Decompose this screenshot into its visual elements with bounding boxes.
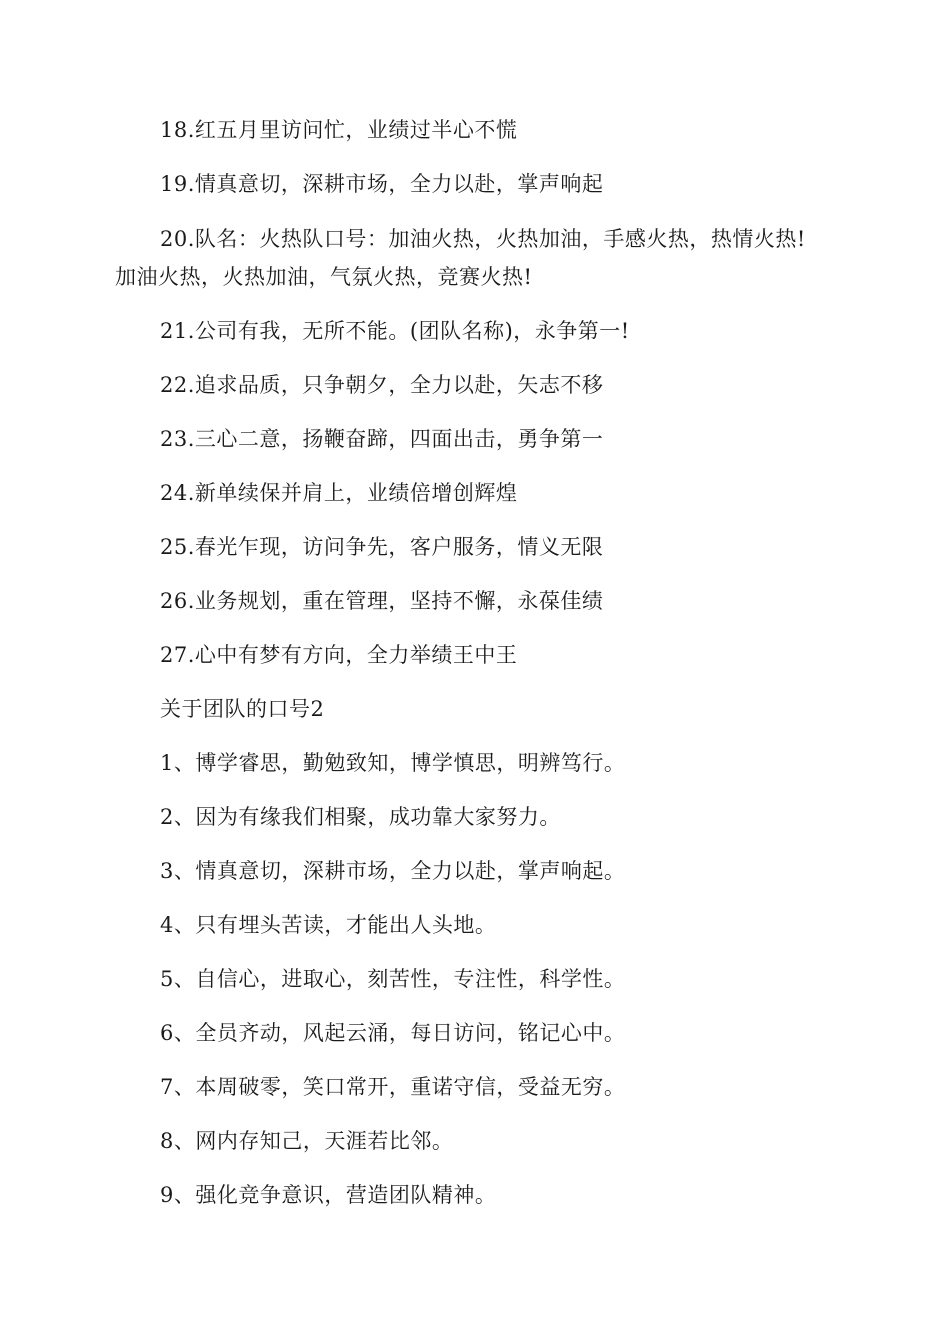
slogan-25: 25.春光乍现，访问争先，客户服务，情义无限 [160,535,604,559]
slogan-27: 27.心中有梦有方向，全力举绩王中王 [160,643,518,667]
slogan-26: 26.业务规划，重在管理，坚持不懈，永葆佳绩 [160,589,604,613]
slogan-2-4: 4、只有埋头苦读，才能出人头地。 [160,913,497,937]
section-heading: 关于团队的口号2 [160,697,325,721]
slogan-21: 21.公司有我，无所不能。(团队名称)，永争第一! [160,319,630,343]
slogan-2-5: 5、自信心，进取心，刻苦性，专注性，科学性。 [160,967,626,991]
slogan-20: 20.队名：火热队口号：加油火热，火热加油，手感火热，热情火热! [160,227,806,251]
slogan-18: 18.红五月里访问忙，业绩过半心不慌 [160,118,518,142]
slogan-2-2: 2、因为有缘我们相聚，成功靠大家努力。 [160,805,561,829]
slogan-2-9: 9、强化竞争意识，营造团队精神。 [160,1183,497,1207]
slogan-2-6: 6、全员齐动，风起云涌，每日访问，铭记心中。 [160,1021,626,1045]
slogan-2-7: 7、本周破零，笑口常开，重诺守信，受益无穷。 [160,1075,626,1099]
slogan-19: 19.情真意切，深耕市场，全力以赴，掌声响起 [160,172,604,196]
slogan-23: 23.三心二意，扬鞭奋蹄，四面出击，勇争第一 [160,427,604,451]
slogan-20-continuation: 加油火热，火热加油，气氛火热，竞赛火热! [115,265,533,289]
slogan-2-3: 3、情真意切，深耕市场，全力以赴，掌声响起。 [160,859,626,883]
slogan-22: 22.追求品质，只争朝夕，全力以赴，矢志不移 [160,373,604,397]
slogan-2-8: 8、网内存知己，天涯若比邻。 [160,1129,454,1153]
slogan-2-1: 1、博学睿思，勤勉致知，博学慎思，明辨笃行。 [160,751,626,775]
slogan-24: 24.新单续保并肩上，业绩倍增创辉煌 [160,481,518,505]
